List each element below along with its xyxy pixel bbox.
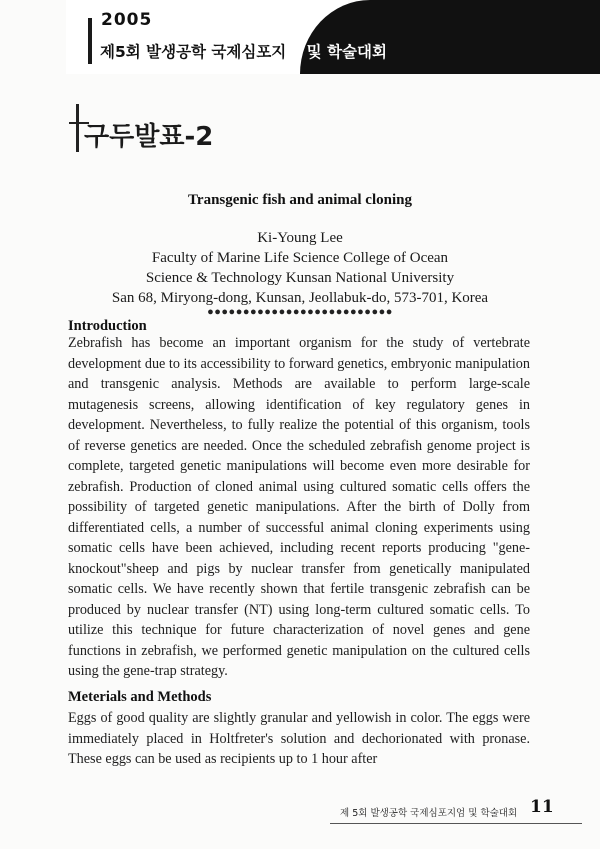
section-title: 구두발표-2 [84,122,214,152]
conference-title-light: 제5회 발생공학 국제심포지 [100,43,287,61]
page-number: 11 [530,797,554,817]
author-block [0,228,600,308]
header-bar [88,18,92,64]
affiliation-line: Faculty of Marine Life Science College of Ocean [151,250,449,266]
affiliation-line: San 68, Miryong-dong, Kunsan, Jeollabuk-do, 573-701, Korea [111,290,489,306]
header-tab [300,0,600,74]
author-name: Ki-Young Lee [257,230,343,246]
paper-title: Transgenic fish and animal cloning [188,192,412,208]
methods-text: Eggs of good quality are slightly granular and yellowish in color. The eggs were immediately placed in Holtfreter's solution and dechorionated with pronase. These eggs can be used as recipients up to 1 hour after [68,710,530,767]
affiliation-line: Science & Technology Kunsan National University [145,270,455,286]
introduction-heading: Introduction [68,318,147,334]
header-year: 2005 [101,10,153,30]
introduction-text: Zebrafish has become an important organism for the study of vertebrate development due to its accessibility to forward genetics, embryonic manipulation and transgenic analysis. Methods are available to perform large-scale mutagenesis screens, allowing identification of key regulatory genes in development. Nevertheless, to fully realize the potential of this organism, tools of reverse genetics are needed. Once the scheduled zebrafish genome project is complete, targeted genetic manipulations will become even more desirable for zebrafish. Production of cloned animal using cultured somatic cells offers the possibility of targeted genetic manipulations. After the birth of Dolly from differentiated cells, a number of successful animal cloning experiments using somatic cells have been achieved, including recent reports producing "gene-knockout"sheep and pigs by nuclear transfer from genetically manipulated somatic cells. We have recently shown that fertile transgenic zebrafish can be produced by nuclear transfer (NT) using long-term cultured somatic cells. To utilize this technique for future characterization of novel genes and gene functions in zebrafish, we performed genetic manipulation on the cultured cells using the gene-trap strategy. [68,335,530,679]
conference-title-dark: 엄 및 학술대회 [286,43,387,61]
dot-separator: ●●●●●●●●●●●●●●●●●●●●●●●●●● [207,306,393,318]
footer-rule [330,823,582,824]
conference-title [100,40,387,62]
methods-heading: Meterials and Methods [68,689,212,705]
section-cross-vertical [76,104,79,152]
footer-conference: 제 5회 발생공학 국제심포지엄 및 학술대회 [340,808,518,819]
